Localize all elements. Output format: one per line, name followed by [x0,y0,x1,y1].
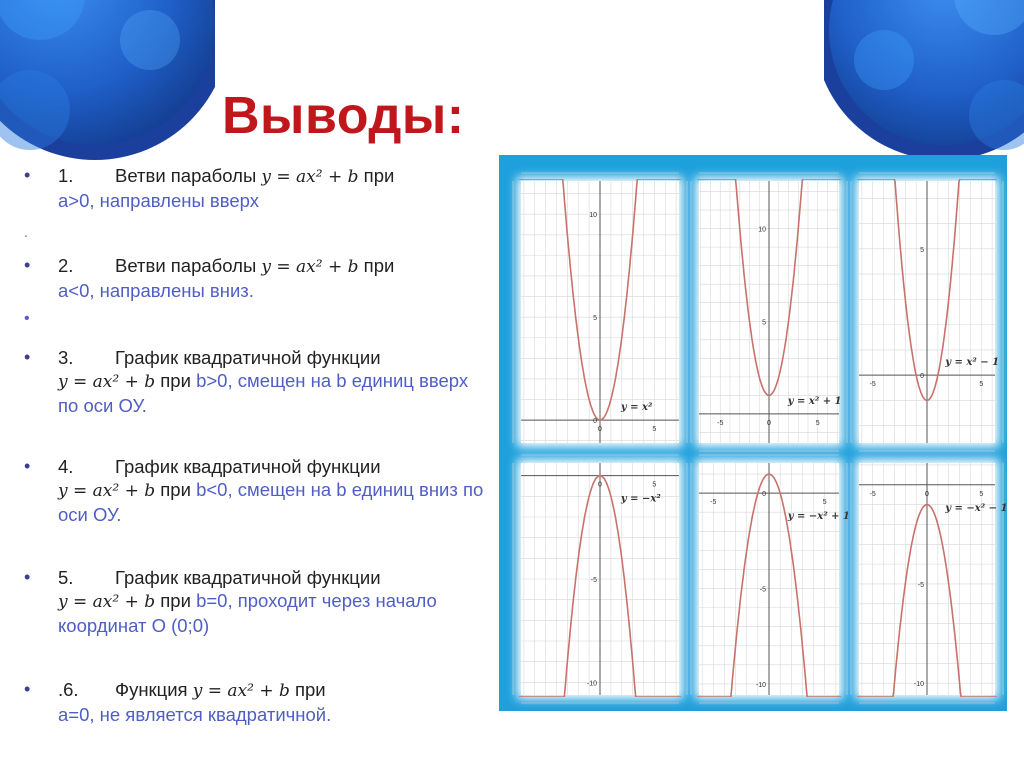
item-condition: b<0, смещен на b единиц вниз по оси ОУ. [58,479,484,525]
x-tick-label: -5 [710,499,717,507]
item-condition: a=0, не является квадратичной. [58,704,332,725]
item-number: 3. [58,347,74,368]
y-tick-label: 5 [920,246,924,254]
item-lead: Функция [115,679,188,700]
bullet-icon: • [24,456,31,476]
x-tick-label: 5 [652,426,657,434]
empty-bullet: . [24,224,28,240]
x-tick-label: 5 [652,481,657,489]
item-number: 1. [58,165,74,186]
y-tick-label: 0 [920,373,924,381]
y-tick-label: -10 [586,680,597,688]
function-label: y = −x² [620,493,661,505]
graph-panel [513,173,687,447]
item-rest: при [155,590,197,611]
bullet-icon: • [24,567,31,587]
x-tick-label: 5 [979,490,984,498]
item-lead: График квадратичной функции [115,567,381,588]
item-formula: y = ax² + b [58,592,156,612]
item-number: 2. [58,255,74,276]
item-condition: a<0, направлены вниз. [58,280,254,301]
item-formula: y = ax² + b [261,167,359,187]
y-tick-label: 5 [762,319,766,327]
bullet-icon: • [24,347,31,367]
item-lead: График квадратичной функции [115,347,381,368]
function-label: y = x² [620,402,653,414]
x-tick-label: 5 [979,381,984,389]
y-tick-label: 10 [589,212,597,220]
item-condition: b=0, проходит через начало координат О (0;0) [58,590,437,636]
item-rest: при [358,255,395,276]
y-tick-label: 0 [593,418,597,426]
decorative-circles-left [0,0,215,160]
function-label: y = x² + 1 [787,395,842,407]
y-tick-label: 0 [762,491,766,499]
parabola-graphs-collage [499,155,1007,711]
function-label: y = −x² − 1 [945,502,1007,514]
x-tick-label: 0 [598,481,602,489]
item-formula: y = ax² + b [261,257,359,277]
x-tick-label: -5 [869,490,876,498]
slide-title: Выводы: [222,87,465,145]
item-lead: Ветви параболы [115,165,257,186]
graph-panel [513,455,687,703]
item-rest: при [155,479,197,500]
y-tick-label: -5 [917,581,924,589]
graph-panel [851,459,1007,703]
item-rest: при [155,370,197,391]
function-label: y = −x² + 1 [787,511,850,523]
y-tick-label: 5 [593,315,597,323]
bullet-icon: • [24,679,31,699]
graph-panel [691,173,847,451]
item-rest: при [358,165,395,186]
item-condition: b>0, смещен на b единиц вверх по оси ОУ. [58,370,469,416]
graph-panel [851,173,1003,451]
item-lead: График квадратичной функции [115,456,381,477]
bullet-icon: • [24,165,31,185]
function-label: y = x² − 1 [945,357,1000,369]
y-tick-label: -10 [913,681,924,689]
item-formula: y = ax² + b [58,481,156,501]
item-condition: a>0, направлены вверх [58,190,259,211]
x-tick-label: -5 [717,419,724,427]
x-tick-label: 0 [598,426,602,434]
item-formula: y = ax² + b [192,681,290,701]
x-tick-label: 5 [815,419,820,427]
x-tick-label: 0 [767,419,771,427]
item-rest: при [289,679,326,700]
y-tick-label: -10 [755,681,766,689]
x-tick-label: -5 [869,381,876,389]
item-number: 5. [58,567,74,588]
item-number: 4. [58,456,74,477]
item-number: .6. [58,679,79,700]
y-tick-label: -5 [759,586,766,594]
item-formula: y = ax² + b [58,372,156,392]
x-tick-label: 5 [822,499,827,507]
empty-bullet: • [24,310,30,327]
y-tick-label: 10 [758,226,766,234]
item-lead: Ветви параболы [115,255,257,276]
x-tick-label: 0 [925,490,929,498]
bullet-icon: • [24,255,31,275]
decorative-circles-right [824,0,1024,160]
y-tick-label: -5 [590,577,597,584]
graph-panel [691,455,850,703]
